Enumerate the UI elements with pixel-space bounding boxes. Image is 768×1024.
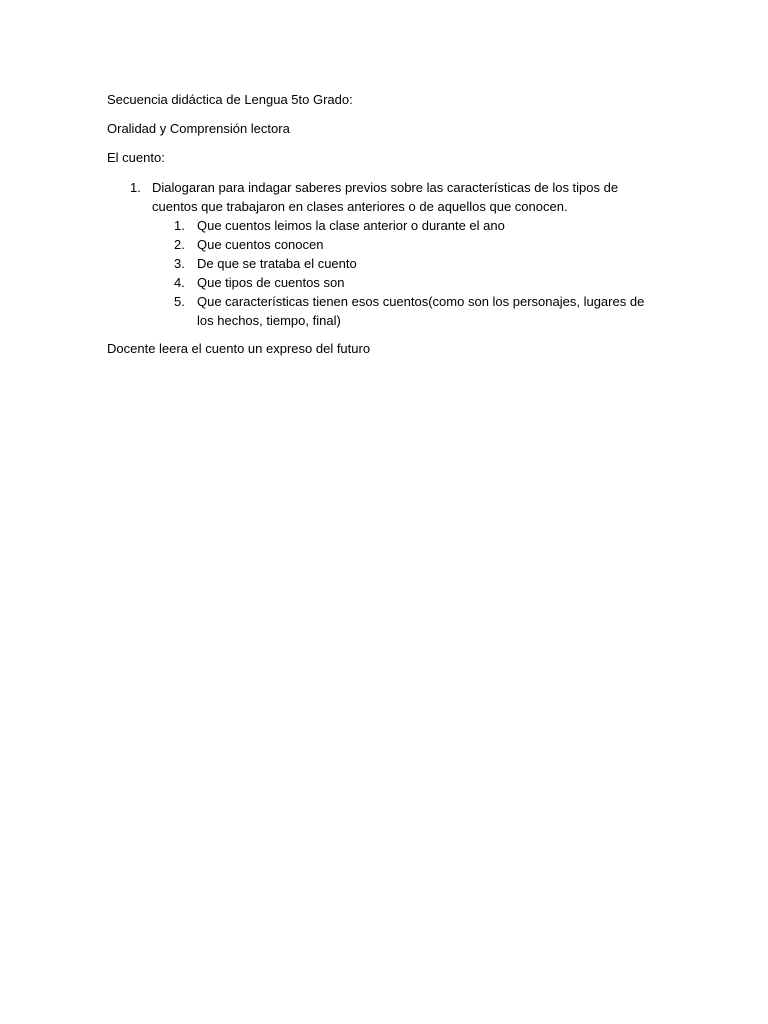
closing-paragraph: Docente leera el cuento un expreso del futuro (107, 341, 371, 356)
sub-list-item-text: Que características tienen esos cuentos(como son los personajes, lugares de los hechos, tiempo, final) (197, 294, 645, 328)
sub-list-item-number: 2. (174, 237, 185, 252)
sub-list-item-text: Que cuentos conocen (197, 237, 324, 252)
sub-list-item (152, 216, 657, 235)
sub-list-item (152, 235, 657, 254)
main-list (107, 178, 667, 330)
list-item-text: Dialogaran para indagar saberes previos sobre las características de los tipos de cuentos que trabajaron en clases anteriores o de aquellos que conocen. (152, 180, 619, 214)
sub-list-item-text: Que cuentos leimos la clase anterior o durante el ano (197, 218, 505, 233)
sub-list-item (152, 292, 657, 330)
list-item (107, 178, 667, 330)
sub-list (152, 216, 667, 330)
section-heading: El cuento: (107, 150, 165, 165)
sub-list-item-text: Que tipos de cuentos son (197, 275, 345, 290)
sub-list-item-number: 1. (174, 218, 185, 233)
list-item-number: 1. (130, 180, 141, 195)
sub-list-item-number: 5. (174, 294, 185, 309)
document-title: Secuencia didáctica de Lengua 5to Grado: (107, 92, 353, 107)
sub-list-item (152, 254, 657, 273)
sub-list-item-text: De que se trataba el cuento (197, 256, 357, 271)
document-subtitle: Oralidad y Comprensión lectora (107, 121, 290, 136)
sub-list-item (152, 273, 657, 292)
sub-list-item-number: 4. (174, 275, 185, 290)
sub-list-item-number: 3. (174, 256, 185, 271)
